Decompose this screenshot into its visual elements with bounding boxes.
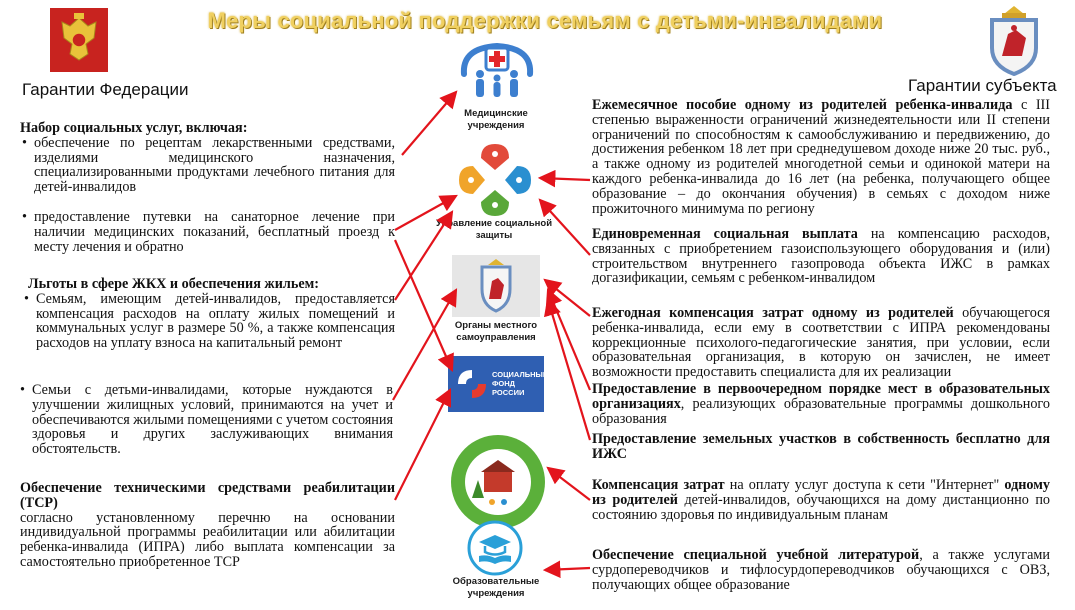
sanatorium-item: • предоставление путевки на санаторное лечение при наличии медицинских показаний, бесплатный проезд к месту лечения и обратно (20, 210, 395, 254)
social-services-heading: Набор социальных услуг, включая: (20, 120, 248, 136)
priority-places-block (592, 382, 1050, 426)
arrow-r4 (548, 290, 590, 390)
textbooks-block (592, 548, 1050, 592)
one-time-payment-text: на компенсацию расходов, связанных с приобретением газоиспользующего оборудования и (или) строительством внутреннего газопровода объекта ИЖС в рамках догазификации, семьям с ребенком-инвалидом (592, 226, 1051, 287)
internet-compensation-block (592, 478, 1050, 522)
arrow-r6 (548, 468, 590, 500)
internet-parent-bold: одному из родителей (592, 477, 1051, 508)
arrow-sanatorium-sfr (395, 240, 452, 370)
monthly-allowance-heading: Ежемесячное пособие одному из родителей ребенка-инвалида (592, 97, 1013, 113)
textbooks-text: , а также услугами сурдопереводчиков и тифлосурдопереводчиков обучающихся с ОВЗ, получающих общее образование (592, 547, 1050, 593)
land-plots-block (592, 432, 1050, 462)
page-title: Меры социальной поддержки семьям с детьми-инвалидами (207, 8, 883, 33)
arrow-rehab (395, 390, 450, 500)
one-time-payment-block (592, 227, 1050, 286)
medicines-item: • обеспечение по рецептам лекарственными средствами, изделиями медицинского назначения, специализированными продуктами лечебного питания для детей-инвалидов (20, 136, 395, 195)
arrow-r3 (545, 280, 590, 316)
org-education-label: Образовательные учреждения (452, 576, 540, 599)
graduation-cap-book-icon (455, 520, 535, 576)
social-fund-logo-icon (448, 356, 549, 412)
housing-benefits-block (22, 277, 395, 351)
internet-compensation-text: на оплату услуг доступа к сети "Интернет" (729, 477, 1000, 493)
land-plots-heading: Предоставление земельных участков в собственность бесплатно для ИЖС (592, 431, 1050, 462)
textbooks-heading: Обеспечение специальной учебной литературой (592, 547, 920, 563)
org-social-protection-label: Управление социальной защиты (435, 218, 553, 241)
arrow-r7 (545, 568, 590, 570)
housing-heading: Льготы в сфере ЖКХ и обеспечения жильем: (28, 276, 320, 292)
housing-queue-item: • Семьи с детьми-инвалидами, которые нуждаются в улучшении жилищных условий, принимаются на учет и обеспечиваются жилыми помещениями с учетом состояния здоровья и других заслуживающих внимания обстоятельств. (18, 383, 393, 457)
annual-compensation-heading: Ежегодная компенсация затрат одному из родителей (592, 305, 954, 321)
sanatorium-block (20, 210, 395, 254)
arrow-r1 (540, 178, 590, 180)
regional-coat-of-arms-icon (982, 4, 1046, 76)
one-time-payment-heading: Единовременная социальная выплата (592, 226, 858, 242)
monthly-allowance-block (592, 98, 1050, 216)
org-medical-label: Медицинские учреждения (464, 108, 528, 131)
internet-compensation-heading: Компенсация затрат (592, 477, 725, 493)
priority-places-text: , реализующих образовательные программы дошкольного образования (592, 395, 1050, 427)
rehab-heading: Обеспечение техническими средствами реабилитации (ТСР) (20, 480, 395, 511)
housing-queue-block (18, 383, 393, 457)
annual-compensation-text: обучающегося ребенка-инвалида, если ему в соответствии с ИПРА рекомендованы коррекционные психолого-педагогические занятия, при условии, если образовательная организация, в которую он зачислен, не имеет возможности предоставить специалиста для их реализации (592, 305, 1050, 381)
monthly-allowance-text: с III степенью выраженности ограничений жизнедеятельности или II степени ограничений по способностям к самообслуживанию и передвижению, до достижения ребенком 18 лет при среднедушевом доходе ниже 20 тыс. руб., а также одному из родителей многодетной семьи и одинокой матери на каждого ребенка-инвалида до 16 лет (на ребенка, получающего общее образование – до окончания обучения) в семьях с доходом ниже прожиточного минимума по региону (592, 97, 1050, 217)
arrow-housing-queue (393, 290, 456, 400)
regional-guarantees-header: Гарантии субъекта (908, 76, 1057, 95)
hands-heart-people-icon (455, 140, 535, 218)
internet-parent-text: детей-инвалидов, обучающихся на дому дистанционно по состоянию здоровья по индивидуальным планам (592, 491, 1050, 523)
arrow-r5 (548, 300, 590, 440)
federal-guarantees-header: Гарантии Федерации (22, 80, 189, 99)
housing-compensation-item: • Семьям, имеющим детей-инвалидов, предоставляется компенсация расходов на оплату жилых помещений и коммунальных услуг в размере 50 %, а также компенсация расходов на уплату взноса на капитальный ремонт (22, 292, 395, 351)
regional-coat-of-arms-icon (452, 255, 540, 317)
org-local-government-label: Органы местного самоуправления (454, 320, 538, 343)
rehab-text: согласно установленному перечню на основании индивидуальной программы реабилитации или абилитации ребенка-инвалида (ИПРА) либо выплата компенсации за самостоятельно приобретенное ТСР (20, 509, 395, 570)
rehab-means-block (20, 481, 395, 570)
russia-coat-of-arms-icon (50, 8, 108, 72)
children-school-emblem-icon (448, 432, 548, 532)
annual-compensation-block (592, 306, 1050, 380)
social-services-block (20, 121, 395, 195)
medical-cross-family-icon (452, 40, 542, 102)
priority-places-heading: Предоставление в первоочередном порядке мест в образовательных организациях (592, 381, 1050, 412)
social-fund-text: СОЦИАЛЬНЫЙ ФОНД РОССИИ (492, 370, 549, 397)
